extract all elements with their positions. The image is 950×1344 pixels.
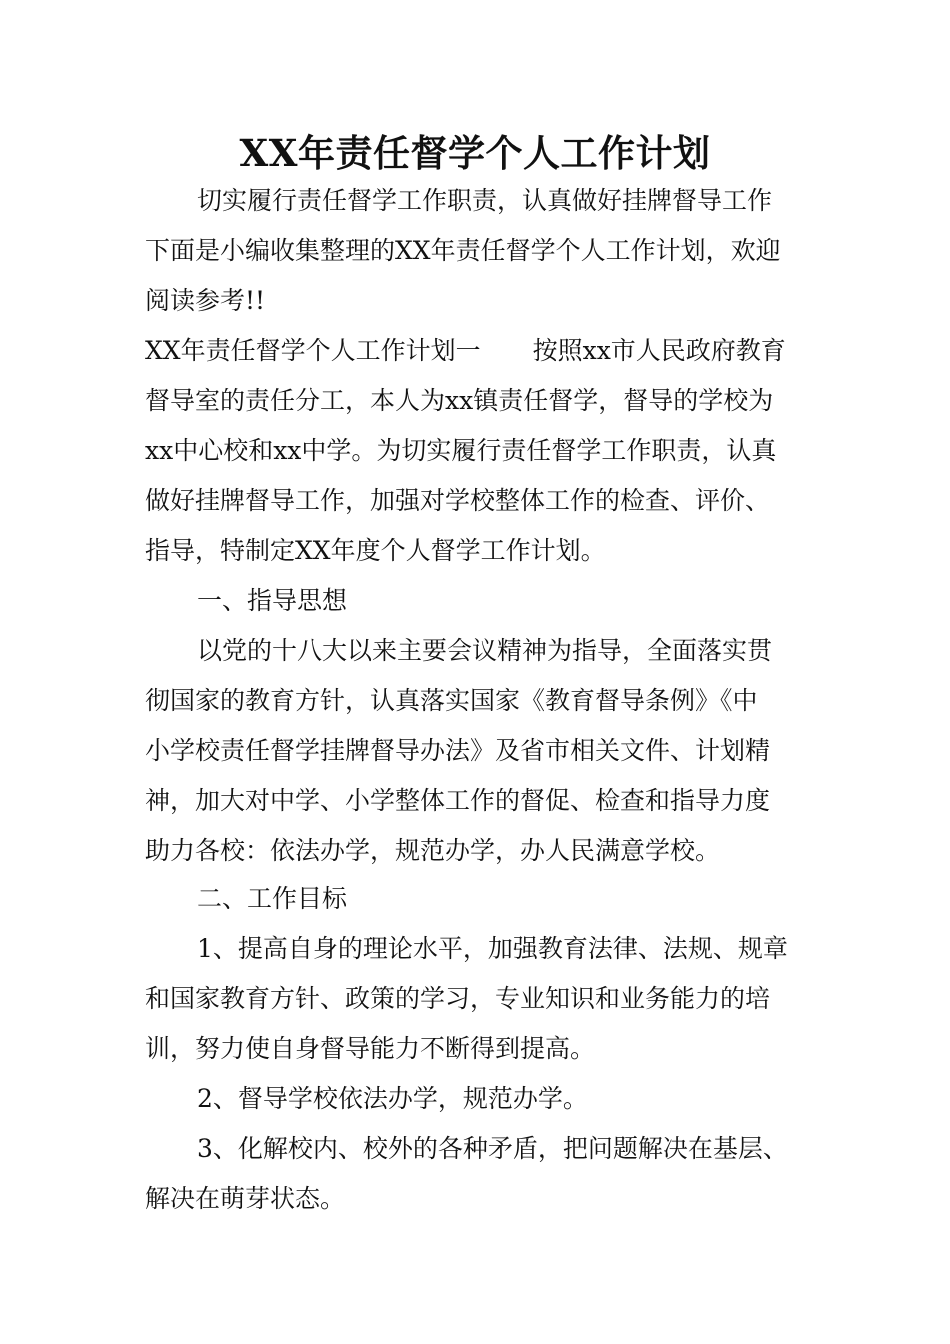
plan-one-text: 按照xx市人民政府教育 (532, 336, 786, 365)
section-heading: 二、工作目标 (197, 884, 348, 913)
section-line: 小学校责任督学挂牌督导办法》及省市相关文件、计划精 (145, 736, 771, 765)
goal-item-line: 训，努力使自身督导能力不断得到提高。 (145, 1034, 596, 1063)
plan-one-heading: XX年责任督学个人工作计划一 (145, 336, 481, 365)
section-line: 神，加大对中学、小学整体工作的督促、检查和指导力度 (145, 786, 771, 815)
section-line: 助力各校：依法办学，规范办学，办人民满意学校。 (145, 836, 721, 865)
section-line: 彻国家的教育方针，认真落实国家《教育督导条例》《中 (145, 686, 758, 715)
plan-one-line: 指导，特制定XX年度个人督学工作计划。 (145, 536, 606, 565)
document-title: XX年责任督学个人工作计划 (239, 131, 711, 175)
goal-item-line: 2、督导学校依法办学，规范办学。 (197, 1084, 588, 1113)
section-line: 以党的十八大以来主要会议精神为指导，全面落实贯 (197, 636, 773, 665)
plan-one-line: 做好挂牌督导工作，加强对学校整体工作的检查、评价、 (145, 486, 771, 515)
intro-line: 下面是小编收集整理的XX年责任督学个人工作计划，欢迎 (145, 236, 781, 265)
intro-line: 切实履行责任督学工作职责，认真做好挂牌督导工作 (197, 186, 773, 215)
goal-item-line: 和国家教育方针、政策的学习，专业知识和业务能力的培 (145, 984, 771, 1013)
plan-one-first-line (145, 326, 810, 376)
goal-item-line: 1、提高自身的理论水平，加强教育法律、法规、规章 (197, 934, 788, 963)
goal-item-line: 3、化解校内、校外的各种矛盾，把问题解决在基层、 (197, 1134, 788, 1163)
section-heading: 一、指导思想 (197, 586, 348, 615)
goal-item-line: 解决在萌芽状态。 (145, 1184, 346, 1213)
intro-line: 阅读参考!! (145, 286, 266, 315)
plan-one-line: xx中心校和xx中学。为切实履行责任督学工作职责，认真 (145, 436, 777, 465)
plan-one-line: 督导室的责任分工，本人为xx镇责任督学，督导的学校为 (145, 386, 774, 415)
